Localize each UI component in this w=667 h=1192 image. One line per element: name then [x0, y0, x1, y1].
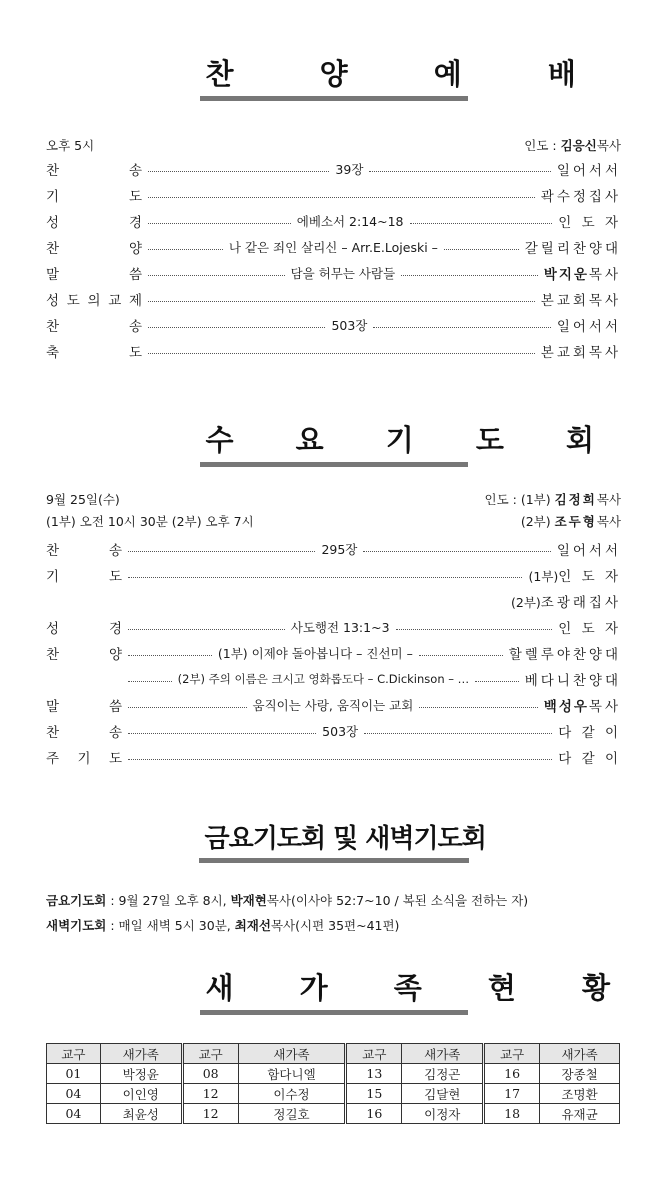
wednesday-header-1 — [46, 490, 621, 508]
title-underline — [200, 462, 468, 467]
parish-cell: 04 — [47, 1104, 101, 1124]
section-title: 새 가 족 현 황 — [205, 971, 638, 1005]
leader-2-info: (2부) 조두형목사 — [520, 514, 621, 529]
section-title: 수 요 기 도 회 — [205, 423, 620, 457]
service-time: 오후 5시 — [46, 138, 95, 153]
person-role: 본교회목사 — [540, 345, 621, 361]
table-row — [47, 1104, 620, 1124]
program-label: 말 씀 — [46, 267, 142, 283]
person-role: 목사 — [588, 699, 622, 715]
service-times: (1부) 오전 10시 30분 (2부) 오후 7시 — [46, 514, 254, 529]
program-row — [46, 642, 621, 664]
person-role: 목사 — [588, 267, 621, 283]
program-row — [46, 158, 621, 180]
program-person — [557, 539, 621, 559]
parish-cell: 04 — [47, 1084, 101, 1104]
family-name-cell: 이수정 — [238, 1084, 346, 1104]
program-label: 찬 양 — [46, 241, 142, 257]
family-name-cell: 이정자 — [402, 1104, 484, 1124]
dot-leader — [128, 759, 552, 760]
table-row — [47, 1084, 620, 1104]
section-title: 금요기도회 및 새벽기도회 — [204, 824, 486, 854]
col-header-family: 새가족 — [540, 1044, 620, 1064]
person-role: 베다니찬양대 — [524, 673, 622, 689]
program-row — [46, 340, 621, 362]
program-row — [46, 236, 621, 258]
title-underline — [199, 858, 469, 863]
family-name-cell: 박정윤 — [100, 1064, 182, 1084]
program-row — [46, 538, 621, 560]
dot-leader — [148, 275, 285, 276]
friday-prayer-info: 금요기도회 : 9월 27일 오후 8시, 박재현목사(이사야 52:7~10 / 복된 소식을 전하는 자) — [46, 893, 529, 908]
col-header-family: 새가족 — [238, 1044, 346, 1064]
program-label: 기 도 — [46, 189, 142, 205]
dot-leader — [148, 197, 535, 198]
dot-leader — [369, 171, 550, 172]
parish-cell: 01 — [47, 1064, 101, 1084]
person-role: 다 같 이 — [558, 725, 621, 741]
col-header-parish: 교구 — [484, 1044, 540, 1064]
program-label: 성 경 — [46, 621, 122, 637]
program-person — [528, 565, 621, 585]
parish-cell: 16 — [346, 1104, 402, 1124]
title-underline — [200, 96, 468, 101]
person-role: 본교회목사 — [540, 293, 621, 309]
program-content: (1부) 이제야 돌아봅니다 – 진선미 – — [217, 646, 413, 661]
dot-leader — [419, 707, 538, 708]
parish-cell: 12 — [182, 1104, 238, 1124]
dot-leader — [364, 733, 552, 734]
dot-leader — [410, 223, 553, 224]
dot-leader — [373, 327, 550, 328]
program-content: 사도행전 13:1~3 — [290, 620, 390, 635]
program-row — [46, 694, 621, 716]
program-content: 295장 — [321, 542, 358, 557]
program-row — [46, 590, 621, 612]
program-row — [46, 720, 621, 742]
program-row — [46, 668, 621, 690]
program-label: 찬 송 — [46, 725, 122, 741]
dot-leader — [128, 707, 247, 708]
program-label: 주 기 도 — [46, 751, 122, 767]
person-role: 갈릴리찬양대 — [524, 241, 621, 257]
family-name-cell: 정길호 — [238, 1104, 346, 1124]
person-name: 박지운 — [543, 267, 589, 283]
dot-leader — [419, 655, 503, 656]
program-person — [558, 747, 621, 767]
dot-leader — [128, 655, 212, 656]
program-content: (2부) 주의 이름은 크시고 영화롭도다 – C.Dickinson – … — [177, 672, 470, 686]
dot-leader — [148, 327, 325, 328]
family-name-cell: 함다니엘 — [238, 1064, 346, 1084]
parish-cell: 12 — [182, 1084, 238, 1104]
dot-leader — [444, 249, 519, 250]
program-row — [46, 314, 621, 336]
program-person — [525, 237, 621, 257]
parish-cell: 18 — [484, 1104, 540, 1124]
program-person — [557, 159, 621, 179]
parish-cell: 13 — [346, 1064, 402, 1084]
program-content: 담을 허무는 사람들 — [290, 266, 396, 281]
program-label: 찬 송 — [46, 543, 122, 559]
parish-cell: 17 — [484, 1084, 540, 1104]
program-person — [541, 289, 621, 309]
family-name-cell: 김달현 — [402, 1084, 484, 1104]
program-person — [511, 591, 621, 611]
person-name: 백성우 — [543, 699, 589, 715]
person-role: 인 도 자 — [558, 569, 621, 585]
parish-cell: 15 — [346, 1084, 402, 1104]
table-row — [47, 1064, 620, 1084]
program-person — [541, 185, 621, 205]
leader-1-info: 인도 : (1부) 김정희목사 — [484, 492, 621, 507]
program-person — [544, 695, 621, 715]
family-name-cell: 조명환 — [540, 1084, 620, 1104]
program-row — [46, 616, 621, 638]
dawn-prayer-info: 새벽기도회 : 매일 새벽 5시 30분, 최재선목사(시편 35편~41편) — [46, 918, 400, 933]
program-content: 에베소서 2:14~18 — [296, 214, 404, 229]
dot-leader — [128, 733, 316, 734]
program-label: 기 도 — [46, 569, 122, 585]
program-person — [509, 643, 621, 663]
program-content: 503장 — [331, 318, 368, 333]
worship-header — [46, 136, 621, 154]
program-content: 나 같은 죄인 살리신 – Arr.E.Lojeski – — [228, 240, 438, 255]
program-label: 성 경 — [46, 215, 142, 231]
family-name-cell: 이인영 — [100, 1084, 182, 1104]
new-family-title-block — [200, 966, 638, 1015]
dot-leader — [475, 681, 519, 682]
person-role: 일어서서 — [556, 163, 621, 179]
dot-leader — [396, 629, 553, 630]
dot-leader — [148, 223, 291, 224]
table-header-row — [47, 1044, 620, 1064]
program-person — [558, 721, 621, 741]
col-header-family: 새가족 — [100, 1044, 182, 1064]
col-header-parish: 교구 — [182, 1044, 238, 1064]
program-row — [46, 184, 621, 206]
program-label: 성 도 의 교 제 — [46, 293, 142, 309]
program-person — [557, 315, 621, 335]
program-label: 말 씀 — [46, 699, 122, 715]
wednesday-header-2 — [46, 512, 621, 530]
program-row — [46, 564, 621, 586]
family-name-cell: 장종철 — [540, 1064, 620, 1084]
service-date: 9월 25일(수) — [46, 492, 120, 507]
program-row — [46, 288, 621, 310]
worship-title-block — [200, 52, 614, 101]
col-header-parish: 교구 — [47, 1044, 101, 1064]
dot-leader — [148, 249, 223, 250]
dot-leader — [128, 577, 522, 578]
program-person — [558, 617, 621, 637]
person-role: 일어서서 — [556, 319, 622, 335]
section-title: 찬 양 예 배 — [205, 57, 614, 91]
col-header-parish: 교구 — [346, 1044, 402, 1064]
leader-info: 인도 : 김응신목사 — [524, 138, 621, 153]
person-role: 다 같 이 — [558, 751, 621, 767]
col-header-family: 새가족 — [402, 1044, 484, 1064]
person-role: 일어서서 — [556, 543, 622, 559]
part-label: (1부) — [528, 569, 559, 584]
dot-leader — [401, 275, 538, 276]
new-family-table — [46, 1043, 620, 1124]
prayer-title-block — [199, 818, 486, 863]
program-label: 찬 송 — [46, 163, 142, 179]
wednesday-title-block — [200, 418, 620, 467]
family-name-cell: 김정곤 — [402, 1064, 484, 1084]
dot-leader — [128, 629, 285, 630]
program-label: 찬 송 — [46, 319, 142, 335]
dot-leader — [148, 301, 535, 302]
program-content: 움직이는 사랑, 움직이는 교회 — [252, 698, 414, 713]
title-underline — [200, 1010, 468, 1015]
family-name-cell: 유재균 — [540, 1104, 620, 1124]
parish-cell: 08 — [182, 1064, 238, 1084]
dot-leader — [128, 551, 315, 552]
family-name-cell: 최윤성 — [100, 1104, 182, 1124]
program-content: 503장 — [322, 724, 359, 739]
parish-cell: 16 — [484, 1064, 540, 1084]
part-label: (2부) — [510, 595, 541, 610]
dot-leader — [128, 681, 172, 682]
program-row — [46, 746, 621, 768]
person-role: 인 도 자 — [558, 621, 621, 637]
program-person — [525, 669, 621, 689]
program-person — [541, 341, 621, 361]
person-role: 할렐루야찬양대 — [508, 647, 621, 663]
person-role: 조광래집사 — [540, 595, 621, 611]
program-row — [46, 210, 621, 232]
person-role: 곽수정집사 — [540, 189, 621, 205]
program-label: 찬 양 — [46, 647, 122, 663]
program-content: 39장 — [335, 162, 364, 177]
program-row — [46, 262, 621, 284]
dot-leader — [148, 353, 535, 354]
dot-leader — [148, 171, 329, 172]
program-label: 축 도 — [46, 345, 142, 361]
program-person — [558, 211, 621, 231]
program-person — [544, 263, 621, 283]
dot-leader — [363, 551, 550, 552]
person-role: 인 도 자 — [558, 215, 622, 231]
